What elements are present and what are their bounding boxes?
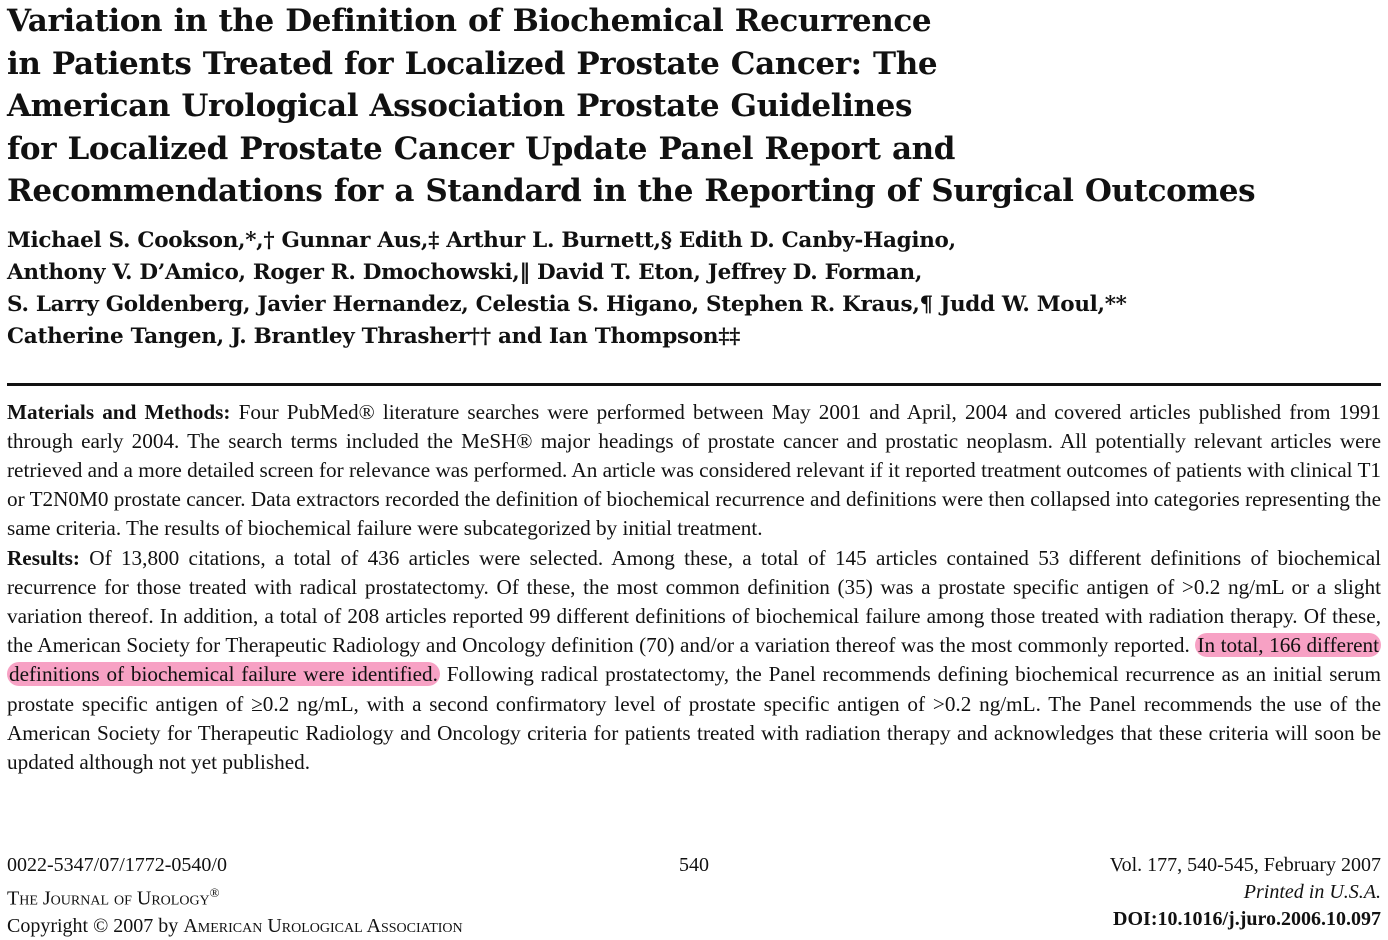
footer-right — [1110, 852, 1381, 933]
results-label: Results: — [7, 545, 80, 570]
author-line-2: Anthony V. D’Amico, Roger R. Dmochowski,‖ David T. Eton, Jeffrey D. Forman, — [7, 259, 923, 285]
methods-paragraph — [7, 398, 1381, 544]
copyright-line — [7, 913, 463, 940]
article-code: 0022-5347/07/1772-0540/0 — [7, 854, 227, 876]
methods-label: Materials and Methods: — [7, 399, 231, 424]
title-line-1: Variation in the Definition of Biochemical Recurrence — [7, 3, 932, 39]
registered-mark: ® — [209, 885, 220, 900]
section-divider — [7, 383, 1381, 386]
volume-info: Vol. 177, 540-545, February 2007 — [1109, 854, 1381, 876]
highlighted-text[interactable]: In total, 166 different definitions of biochemical failure were identified. — [9, 633, 1380, 687]
journal-name-line — [7, 879, 463, 913]
paper-title — [7, 0, 1381, 213]
page-number: 540 — [679, 854, 709, 876]
author-line-3: S. Larry Goldenberg, Javier Hernandez, Celestia S. Higano, Stephen R. Kraus,¶ Judd W. Moul,** — [7, 291, 1127, 317]
paper-page — [7, 0, 1382, 937]
author-list — [7, 225, 1381, 353]
footer-left — [7, 852, 463, 940]
title-line-2: in Patients Treated for Localized Prostate Cancer: The — [7, 45, 938, 82]
methods-text: Four PubMed® literature searches were performed between May 2001 and April, 2004 and covered articles published from 1991 through early 2004. The search terms included the MeSH® major headings of prostate cancer and prostatic neoplasm. All potentially relevant articles were retrieved and a more detailed screen for relevance was performed. An article was considered relevant if it reported treatment outcomes of patients with clinical T1 or T2N0M0 prostate cancer. Data extractors recorded the definition of biochemical recurrence and definitions were then collapsed into categories representing the same criteria. The results of biochemical failure were subcategorized by initial treatment. — [7, 399, 1382, 541]
title-line-3: American Urological Association Prostate Guidelines — [7, 88, 913, 124]
abstract — [7, 398, 1381, 778]
author-line-1: Michael S. Cookson,*,† Gunnar Aus,‡ Arthur L. Burnett,§ Edith D. Canby-Hagino, — [7, 227, 956, 253]
journal-name: The Journal of Urology — [7, 887, 210, 910]
results-text-before: Of 13,800 citations, a total of 436 articles were selected. Among these, a total of 145 articles contained 53 different definitions of biochemical recurrence for those treated with radical prostatectomy. Of these, the most common definition (35) was a prostate specific antigen of >0.2 ng/mL or a slight variation thereof. In addition, a total of 208 articles reported 99 different definitions of biochemical failure among those treated with radiation therapy. Of these, the American Society for Therapeutic Radiology and Oncology definition (70) and/or a variation thereof was the most commonly reported. — [7, 545, 1381, 658]
author-line-4: Catherine Tangen, J. Brantley Thrasher†† and Ian Thompson‡‡ — [7, 323, 741, 349]
title-line-4: for Localized Prostate Cancer Update Panel Report and — [7, 130, 956, 167]
copyright-org: American Urological Association — [183, 914, 463, 937]
results-text-after: Following radical prostatectomy, the Panel recommends defining biochemical recurrence as an initial serum prostate specific antigen of ≥0.2 ng/mL, with a second confirmatory level of prostate specific antigen of >0.2 ng/mL. The Panel recommends the use of the American Society for Therapeutic Radiology and Oncology criteria for patients treated with radiation therapy and acknowledges that these criteria will soon be updated although not yet published. — [7, 662, 1381, 774]
copyright-prefix: Copyright © 2007 by — [7, 914, 184, 937]
results-paragraph — [7, 544, 1381, 778]
doi[interactable]: DOI:10.1016/j.juro.2006.10.097 — [1113, 908, 1381, 930]
title-line-5: Recommendations for a Standard in the Reporting of Surgical Outcomes — [7, 173, 1256, 209]
printed-location: Printed in U.S.A. — [1243, 881, 1381, 903]
